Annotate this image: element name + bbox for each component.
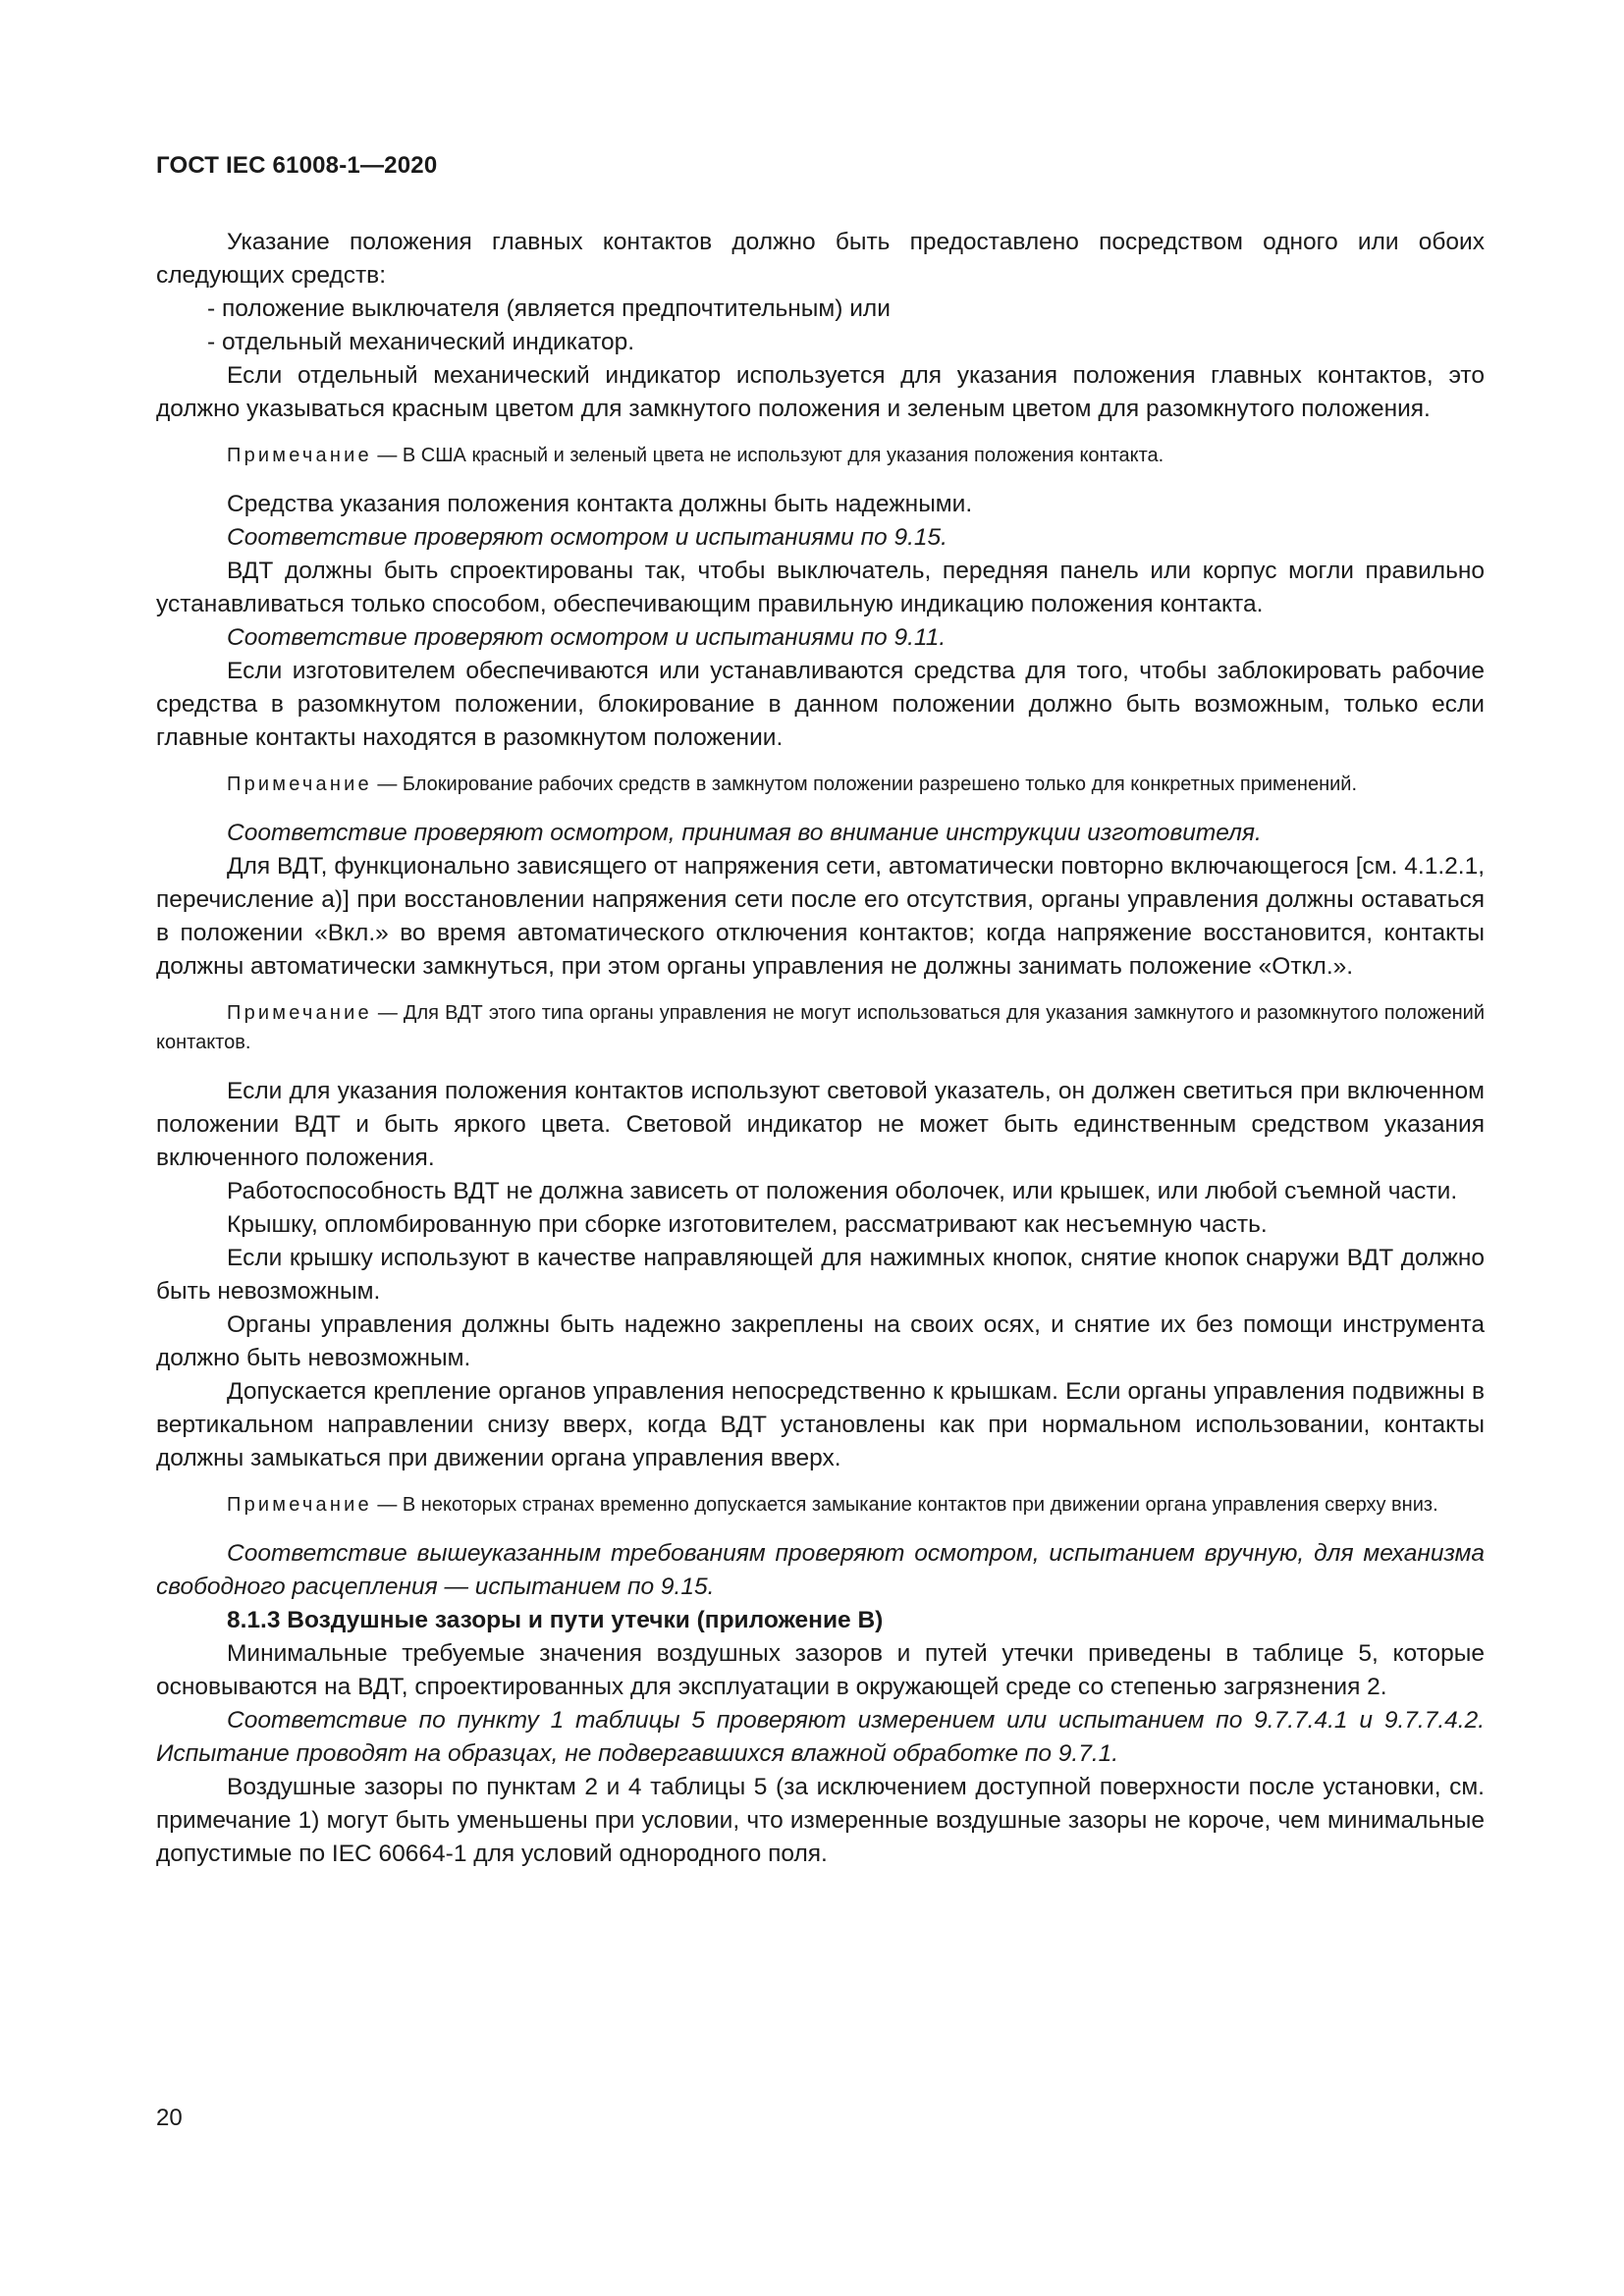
note [156, 441, 1485, 470]
document-header: ГОСТ IEC 61008-1—2020 [156, 152, 438, 179]
paragraph: Органы управления должны быть надежно закреплены на своих осях, и снятие их без помощи инструмента должно быть невозможным. [156, 1311, 1485, 1371]
paragraph: Если крышку используют в качестве направляющей для нажимных кнопок, снятие кнопок снаружи ВДТ должно быть невозможным. [156, 1245, 1485, 1305]
list-item: - положение выключателя (является предпочтительным) или [207, 295, 891, 322]
paragraph: ВДТ должны быть спроектированы так, чтобы выключатель, передняя панель или корпус могли правильно устанавливаться только способом, обеспечивающим правильную индикацию положения контакта. [156, 558, 1485, 617]
note-label: Примечание [227, 1002, 372, 1024]
note [156, 1490, 1485, 1520]
note [156, 770, 1485, 799]
note-text: — Для ВДТ этого типа органы управления не могут использоваться для указания замкнутого и разомкнутого положений контактов. [156, 1002, 1485, 1053]
note-text: — В США красный и зеленый цвета не используют для указания положения контакта. [371, 445, 1164, 466]
paragraph: Средства указания положения контакта должны быть надежными. [227, 491, 973, 517]
paragraph: Для ВДТ, функционально зависящего от напряжения сети, автоматически повторно включающегося [см. 4.1.2.1, перечисление а)] при восстановлении напряжения сети после его отсутствия, органы управления должны оставаться в положении «Вкл.» во время автоматического отключения контактов; когда напряжение восстановится, контакты должны автоматически замкнуться, при этом органы управления не должны занимать положение «Откл.». [156, 853, 1485, 980]
paragraph: Допускается крепление органов управления непосредственно к крышкам. Если органы управления подвижны в вертикальном направлении снизу вверх, когда ВДТ установлены как при нормальном использовании, контакты должны замыкаться при движении органа управления вверх. [156, 1378, 1485, 1471]
paragraph: Если изготовителем обеспечиваются или устанавливаются средства для того, чтобы заблокировать рабочие средства в разомкнутом положении, блокирование в данном положении должно быть возможным, только если главные контакты находятся в разомкнутом положении. [156, 658, 1485, 751]
document-body [156, 226, 1485, 1871]
compliance-paragraph: Соответствие проверяют осмотром и испытаниями по 9.11. [227, 624, 947, 651]
paragraph: Если отдельный механический индикатор используется для указания положения главных контактов, это должно указываться красным цветом для замкнутого положения и зеленым цветом для разомкнутого положения. [156, 362, 1485, 422]
paragraph: Минимальные требуемые значения воздушных зазоров и путей утечки приведены в таблице 5, которые основываются на ВДТ, спроектированных для эксплуатации в окружающей среде со степенью загрязнения 2. [156, 1640, 1485, 1700]
paragraph: Указание положения главных контактов должно быть предоставлено посредством одного или обоих следующих средств: [156, 229, 1485, 289]
note-text: — Блокирование рабочих средств в замкнутом положении разрешено только для конкретных применений. [371, 774, 1358, 795]
section-heading: 8.1.3 Воздушные зазоры и пути утечки (приложение В) [227, 1607, 884, 1633]
page-number: 20 [156, 2105, 183, 2131]
compliance-paragraph: Соответствие вышеуказанным требованиям проверяют осмотром, испытанием вручную, для механизма свободного расцепления — испытанием по 9.15. [156, 1540, 1485, 1600]
paragraph: Крышку, опломбированную при сборке изготовителем, рассматривают как несъемную часть. [227, 1211, 1268, 1238]
note-text: — В некоторых странах временно допускается замыкание контактов при движении органа управления сверху вниз. [371, 1494, 1438, 1516]
paragraph: Если для указания положения контактов используют световой указатель, он должен светиться при включенном положении ВДТ и быть яркого цвета. Световой индикатор не может быть единственным средством указания включенного положения. [156, 1078, 1485, 1171]
compliance-paragraph: Соответствие по пункту 1 таблицы 5 проверяют измерением или испытанием по 9.7.7.4.1 и 9.7.7.4.2. Испытание проводят на образцах, не подвергавшихся влажной обработке по 9.7.1. [156, 1707, 1485, 1767]
note-label: Примечание [227, 774, 372, 795]
note [156, 998, 1485, 1057]
compliance-paragraph: Соответствие проверяют осмотром и испытаниями по 9.15. [227, 524, 947, 551]
paragraph: Воздушные зазоры по пунктам 2 и 4 таблицы 5 (за исключением доступной поверхности после установки, см. примечание 1) могут быть уменьшены при условии, что измеренные воздушные зазоры не короче, чем минимальные допустимые по IEC 60664-1 для условий однородного поля. [156, 1774, 1485, 1867]
paragraph: Работоспособность ВДТ не должна зависеть от положения оболочек, или крышек, или любой съемной части. [227, 1178, 1458, 1204]
compliance-paragraph: Соответствие проверяют осмотром, принимая во внимание инструкции изготовителя. [227, 820, 1262, 846]
note-label: Примечание [227, 445, 372, 466]
note-label: Примечание [227, 1494, 372, 1516]
list-item: - отдельный механический индикатор. [207, 329, 635, 355]
